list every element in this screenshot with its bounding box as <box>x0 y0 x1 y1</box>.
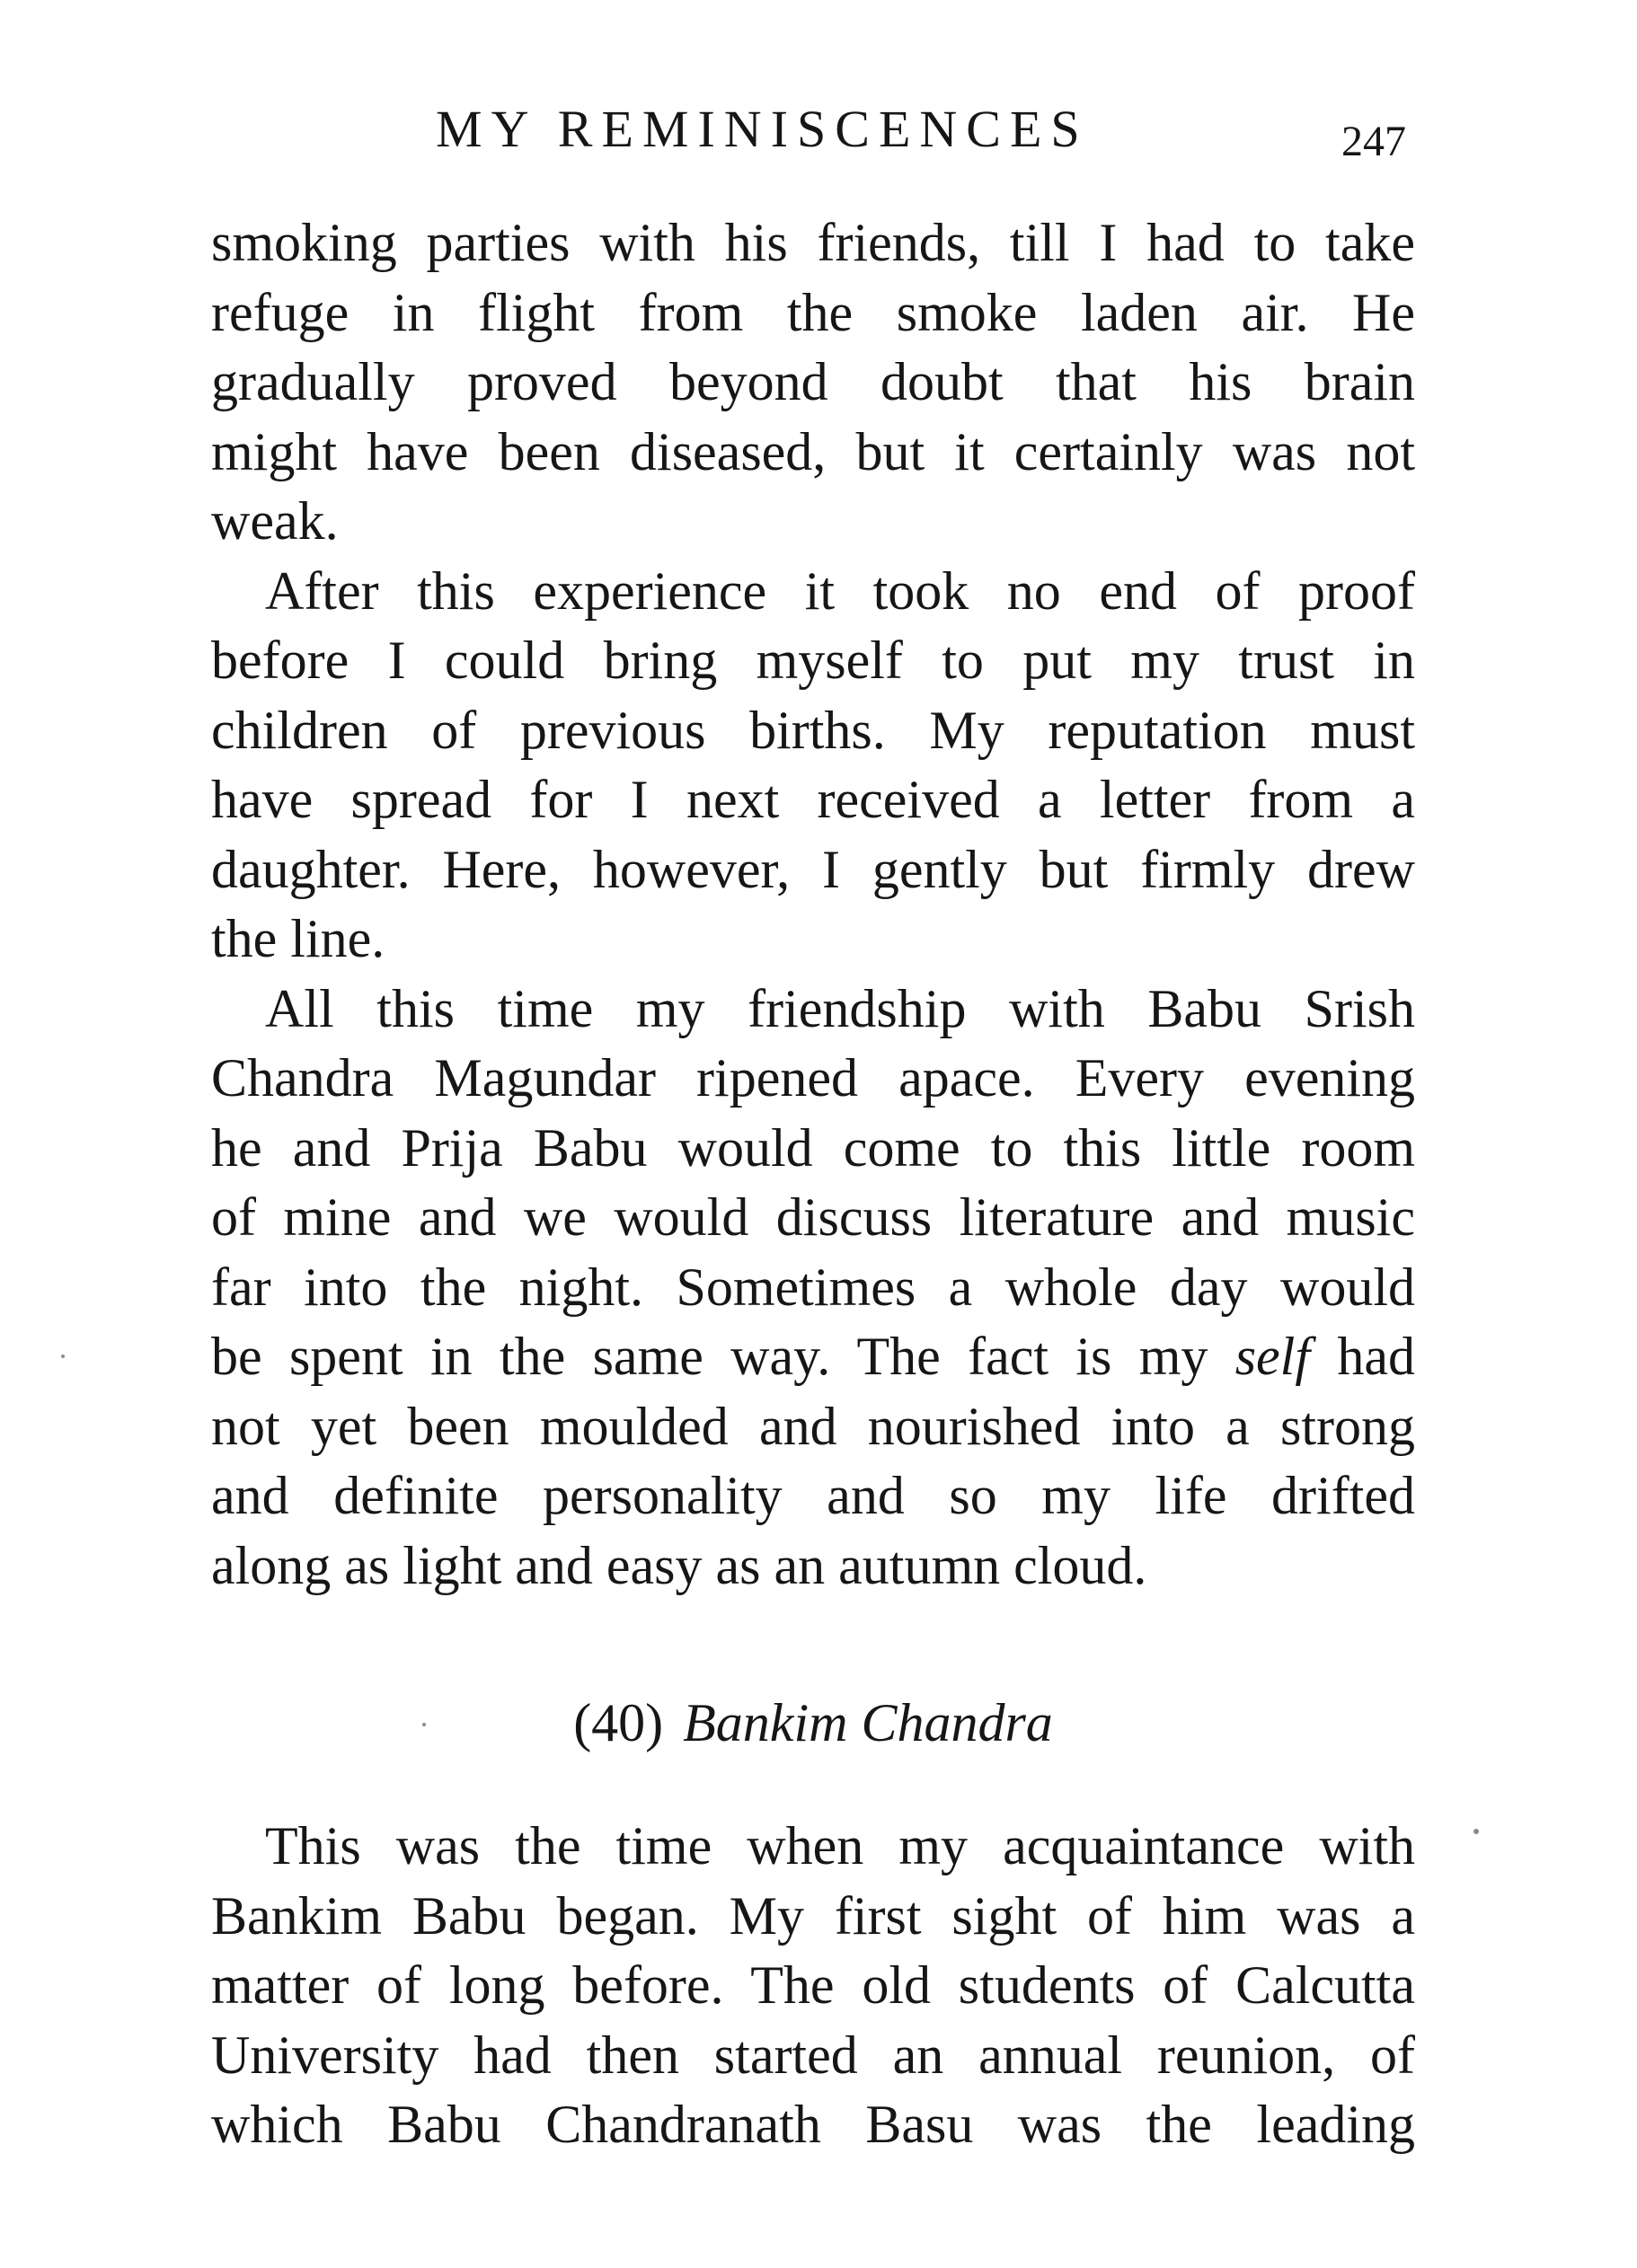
text-line: which Babu Chandranath Basu was the leading <box>211 2095 1415 2154</box>
section-number: (40) <box>573 1693 664 1752</box>
page-header <box>211 97 1415 165</box>
text-line: might have been diseased, but it certainly was not <box>211 421 1415 481</box>
text-line: children of previous births. My reputation must <box>211 700 1415 760</box>
text-line-with-emphasis <box>211 1322 1415 1392</box>
text-line: After this experience it took no end of proof <box>265 560 1415 621</box>
body-text-top <box>211 208 1415 1601</box>
text-segment: be spent in the same way. The fact is my <box>211 1327 1235 1386</box>
text-line: matter of long before. The old students of Calcutta <box>211 1955 1415 2015</box>
text-line: have spread for I next received a letter from a <box>211 770 1415 829</box>
text-line: refuge in flight from the smoke laden air. He <box>211 282 1415 342</box>
text-segment: had <box>1310 1327 1415 1386</box>
scan-speck <box>61 1355 65 1358</box>
body-text-bottom <box>211 1812 1415 2160</box>
text-line: All this time my friendship with Babu Srish <box>265 978 1415 1038</box>
text-line: daughter. Here, however, I gently but firmly drew <box>211 839 1415 899</box>
text-line: University had then started an annual reunion, of <box>211 2025 1415 2085</box>
section-title: Bankim Chandra <box>683 1693 1053 1752</box>
running-title: MY REMINISCENCES <box>436 100 1089 158</box>
text-line: smoking parties with his friends, till I had to take <box>211 213 1415 272</box>
text-line: along as light and easy as an autumn cloud. <box>211 1535 1147 1595</box>
text-line: far into the night. Sometimes a whole day would <box>211 1257 1415 1317</box>
text-line: not yet been moulded and nourished into a strong <box>211 1396 1415 1456</box>
text-line: Chandra Magundar ripened apace. Every evening <box>211 1048 1415 1108</box>
text-line: This was the time when my acquaintance with <box>265 1816 1415 1875</box>
text-line: he and Prija Babu would come to this little room <box>211 1117 1415 1178</box>
text-line: Bankim Babu began. My first sight of him was a <box>211 1885 1415 1946</box>
text-line: the line. <box>211 909 385 968</box>
text-line: weak. <box>211 491 339 551</box>
scan-speck <box>422 1723 426 1726</box>
emphasized-word: self <box>1234 1327 1311 1386</box>
page-number: 247 <box>1341 118 1406 165</box>
text-line: before I could bring myself to put my trust in <box>211 631 1415 690</box>
section-heading <box>211 1689 1415 1759</box>
scan-speck <box>1473 1829 1479 1834</box>
text-line: and definite personality and so my life drifted <box>211 1466 1415 1525</box>
text-line: of mine and we would discuss literature and music <box>211 1187 1415 1247</box>
text-line: gradually proved beyond doubt that his brain <box>211 352 1415 411</box>
